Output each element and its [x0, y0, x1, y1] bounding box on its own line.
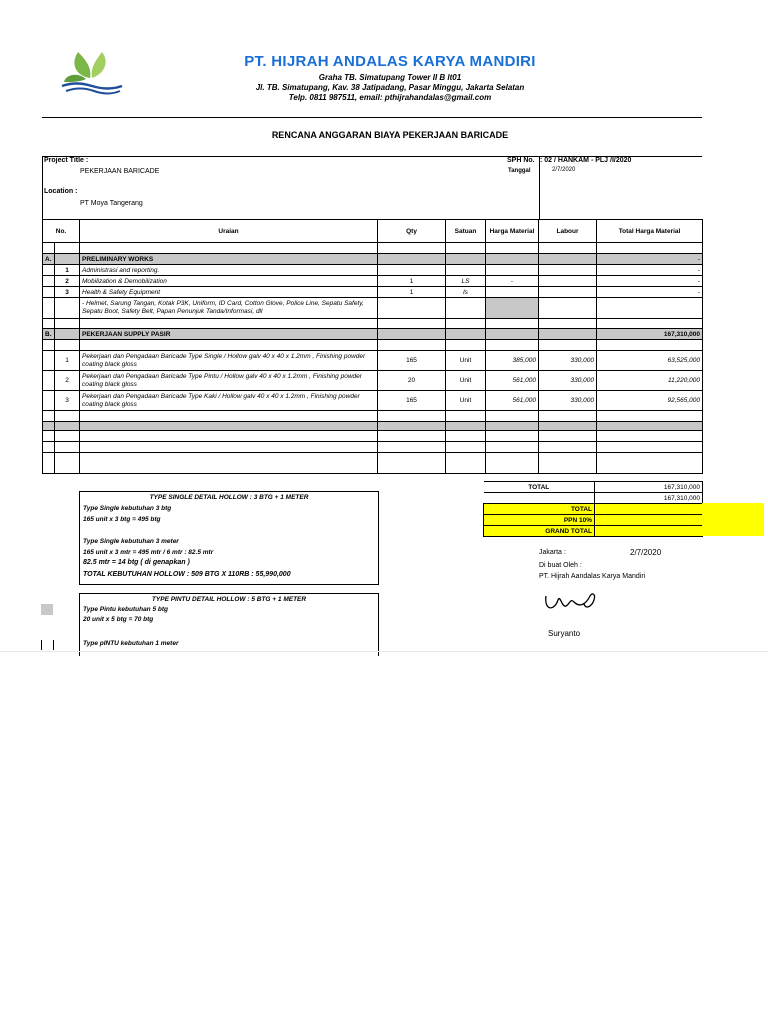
totals-table: [483, 481, 703, 537]
sign-made-by: Di buat Oleh :: [539, 562, 582, 569]
header-divider: [42, 117, 702, 118]
total2-label: TOTAL: [484, 504, 595, 515]
table-row: [43, 243, 703, 254]
border-mark: [41, 640, 42, 650]
tanggal-label: Tanggal: [508, 168, 531, 174]
sph-value: : 02 / HANKAM - PLJ /I/2020: [540, 157, 632, 164]
table-row: [43, 340, 703, 351]
document-title: RENCANA ANGGARAN BIAYA PEKERJAAN BARICADE: [271, 130, 509, 140]
sign-city-label: Jakarta :: [539, 549, 566, 556]
section-b-letter: B.: [43, 329, 55, 340]
project-title-label: Project Title :: [44, 157, 89, 164]
col-total: Total Harga Material: [597, 220, 703, 243]
sign-company: PT. Hijrah Aandalas Karya Mandiri: [539, 573, 646, 580]
totals-row: [484, 526, 703, 537]
table-row: [43, 431, 703, 442]
section-a-letter: A.: [43, 254, 55, 265]
total2-value: [595, 504, 703, 515]
col-satuan: Satuan: [446, 220, 486, 243]
page-cut-edge: [0, 651, 768, 652]
totals-row: [484, 504, 703, 515]
address-line-2: Jl. TB. Simatupang, Kav. 38 Jatipadang, Pasar Minggu, Jakarta Selatan: [255, 83, 525, 92]
signature-image: [540, 586, 604, 623]
section-a-total: -: [597, 254, 703, 265]
total-value: 167,310,000: [595, 482, 703, 493]
pintu-line: Type Pintu kebutuhan 5 btg: [83, 606, 168, 613]
table-row: 3 Health & Safety Equipment 1 ls -: [43, 287, 703, 298]
pintu-box-title: TYPE PINTU DETAIL HOLLOW : 5 BTG + 1 METER: [151, 596, 307, 603]
single-total-line: TOTAL KEBUTUHAN HOLLOW : 509 BTG X 110RB : 55,990,000: [83, 571, 291, 578]
table-row: [43, 298, 703, 319]
table-row: [43, 411, 703, 422]
table-header-row: [43, 220, 703, 243]
tanggal-value: 2/7/2020: [552, 167, 576, 173]
safety-note: - Helmet, Sarung Tangan, Kotak P3K, Uniform, ID Card, Cotton Glove, Police Line, Sepatu Safety, Sepatu Boot, Safety Belt, Papan Penunjuk Tanda/Informasi, dll: [80, 298, 378, 319]
border-mark: [53, 640, 54, 650]
project-title-value: PEKERJAAN BARICADE: [80, 168, 160, 175]
grand-total-label: GRAND TOTAL: [484, 526, 595, 537]
section-b-title: PEKERJAAN SUPPLY PASIR: [80, 329, 378, 340]
project-info-box: [42, 156, 540, 220]
totals-row: [484, 493, 703, 504]
table-row: 1 Pekerjaan dan Pengadaan Baricade Type Single / Hollow galv 40 x 40 x 1.2mm , Finishing powder coating black gloss 165 Unit 385,000 330,000 63,525,000: [43, 351, 703, 371]
grand-total-value: [595, 526, 703, 537]
single-detail-box: [79, 491, 379, 585]
ppn-label: PPN 10%: [484, 515, 595, 526]
table-row: 2 Pekerjaan dan Pengadaan Baricade Type Pintu / Hollow galv 40 x 40 x 1.2mm , Finishing powder coating black gloss 20 Unit 561,000 330,000 11,220,000: [43, 371, 703, 391]
section-b-total: 167,310,000: [597, 329, 703, 340]
single-box-title: TYPE SINGLE DETAIL HOLLOW : 3 BTG + 1 METER: [149, 494, 309, 501]
sph-label: SPH No.: [507, 157, 535, 164]
table-row: 2 Mobilization & Demobilization 1 LS - -: [43, 276, 703, 287]
subtotal-value: 167,310,000: [595, 493, 703, 504]
sph-info-box: [538, 156, 702, 220]
single-line: 165 unit x 3 mtr = 495 mtr / 6 mtr : 82.5 mtr: [83, 549, 214, 556]
totals-row: [484, 515, 703, 526]
section-a-row: [43, 254, 703, 265]
total-label: TOTAL: [484, 482, 595, 493]
col-harga: Harga Material: [486, 220, 539, 243]
table-row: [43, 319, 703, 329]
table-row: [43, 422, 703, 431]
budget-table: [42, 219, 703, 474]
table-row: 3 Pekerjaan dan Pengadaan Baricade Type Kaki / Hollow galv 40 x 40 x 1.2mm , Finishing powder coating black gloss 165 Unit 561,000 330,000 92,565,000: [43, 391, 703, 411]
sign-date: 2/7/2020: [630, 548, 662, 557]
col-qty: Qty: [378, 220, 446, 243]
pintu-line: 20 unit x 5 btg = 70 btg: [83, 616, 154, 623]
gray-cell-mark: [41, 604, 53, 615]
ppn-value: [595, 515, 703, 526]
company-logo: [56, 48, 128, 98]
single-line: Type Single kebutuhan 3 meter: [83, 538, 179, 545]
section-a-title: PRELIMINARY WORKS: [80, 254, 378, 265]
sign-name: Suryanto: [548, 629, 581, 638]
address-line-1: Graha TB. Simatupang Tower II B lt01: [318, 73, 462, 82]
section-b-row: [43, 329, 703, 340]
table-row: [43, 442, 703, 453]
single-line: Type Single kebutuhan 3 btg: [83, 505, 172, 512]
table-row: 1 Administrasi and reporting. -: [43, 265, 703, 276]
pintu-detail-box: [79, 593, 379, 656]
col-no: No.: [43, 220, 80, 243]
single-line: 165 unit x 3 btg = 495 btg: [83, 516, 161, 523]
table-row: [43, 453, 703, 474]
location-value: PT Moya Tangerang: [80, 200, 143, 207]
location-label: Location :: [44, 188, 78, 195]
col-labour: Labour: [539, 220, 597, 243]
col-uraian: Uraian: [80, 220, 378, 243]
yellow-highlight-extension: [702, 503, 764, 536]
single-line: 82.5 mtr = 14 btg ( di genapkan ): [83, 559, 190, 566]
totals-row: [484, 482, 703, 493]
pintu-line: Type pINTU kebutuhan 1 meter: [83, 640, 179, 647]
address-line-3: Telp. 0811 987511, email: pthijrahandalas@gmail.com: [288, 93, 492, 102]
company-name: PT. HIJRAH ANDALAS KARYA MANDIRI: [244, 53, 536, 70]
